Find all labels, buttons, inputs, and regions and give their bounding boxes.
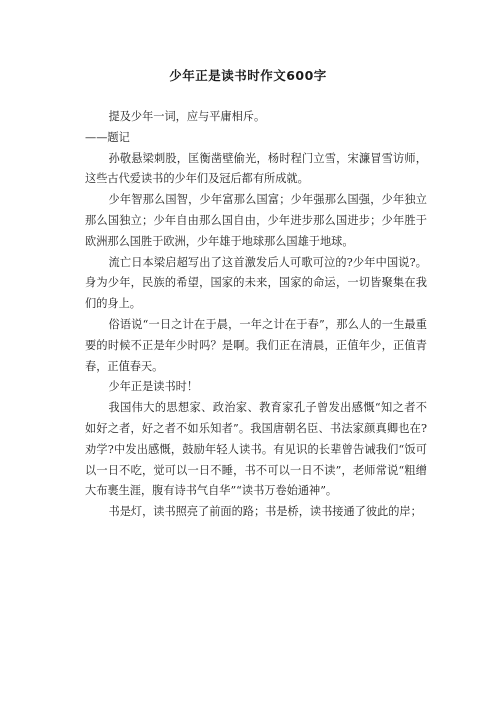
document-title: 少年正是读书时作文600字 <box>169 68 327 83</box>
body-paragraph: 书是灯，读书照亮了前面的路；书是桥，读书接通了彼此的岸； <box>108 505 422 519</box>
body-paragraph: 提及少年一词，应与平庸相斥。 <box>108 110 266 123</box>
document-body <box>85 107 427 523</box>
body-paragraph: 流亡日本梁启超写出了这首激发后人可歌可泣的?少年中国说?。身为少年，民族的希望，国家的未来，国家的命运，一切皆聚集在我们的身上。 <box>85 255 427 311</box>
body-paragraph: 我国伟大的思想家、政治家、教育家孔子曾发出感慨“知之者不如好之者，好之者不如乐知者”。我国唐朝名臣、书法家颜真卿也在?劝学?中发出感慨，鼓励年轻人读书。有见识的长辈曾告诫我们“饭可以一日不吃，觉可以一日不睡，书不可以一日不读”，老师常说“粗缯大布裹生涯，腹有诗书气自华”“读书万卷始通神”。 <box>85 401 427 498</box>
body-paragraph: 俗语说“一日之计在于晨，一年之计在于春”，那么人的一生最重要的时候不正是年少时吗？是啊。我们正在清晨，正值年少，正值青春，正值春天。 <box>85 317 427 373</box>
body-paragraph: 少年智那么国智，少年富那么国富；少年强那么国强，少年独立那么国独立；少年自由那么国自由，少年进步那么国进步；少年胜于欧洲那么国胜于欧洲，少年雄于地球那么国雄于地球。 <box>85 193 427 248</box>
body-paragraph: 少年正是读书时！ <box>108 380 199 394</box>
body-paragraph: ——题记 <box>85 130 130 144</box>
body-paragraph: 孙敬悬梁刺股，匡衡凿壁偷光，杨时程门立雪，宋濂冒雪访师，这些古代爱读书的少年们及冠后都有所成就。 <box>85 151 427 186</box>
